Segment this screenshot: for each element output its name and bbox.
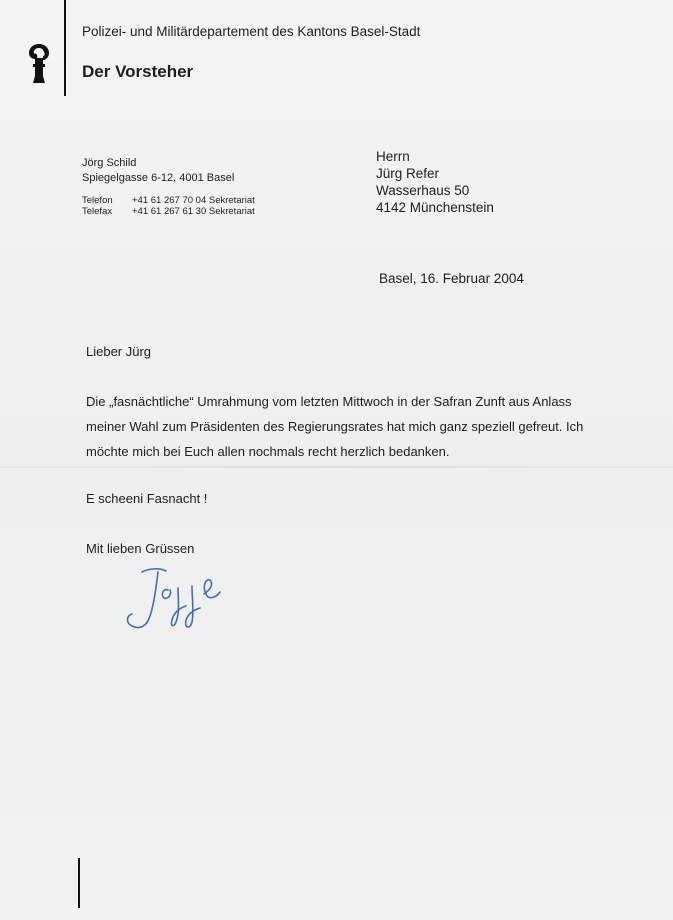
paragraph-line: möchte mich bei Euch allen nochmals recht herzlich bedanken.: [86, 444, 450, 459]
body-paragraph: [86, 389, 583, 464]
phone-number: +41 61 267 70 04 Sekretariat: [132, 195, 255, 206]
header-divider: [64, 0, 66, 96]
fax-row: [82, 206, 255, 217]
sender-name: Jörg Schild: [82, 157, 137, 169]
phone-label: Telefon: [82, 195, 113, 206]
fold-mark: [78, 858, 80, 908]
sender-address: Spiegelgasse 6-12, 4001 Basel: [82, 172, 235, 184]
handwritten-signature: [120, 560, 235, 635]
fax-number: +41 61 267 61 30 Sekretariat: [132, 206, 255, 217]
letter-date: Basel, 16. Februar 2004: [379, 271, 524, 286]
recipient-street: Wasserhaus 50: [376, 183, 470, 198]
fasnacht-wish: E scheeni Fasnacht !: [86, 491, 208, 506]
recipient-address: [376, 148, 494, 216]
greeting: Lieber Jürg: [86, 344, 152, 359]
recipient-name: Jürg Refer: [376, 166, 440, 181]
department-name: Polizei- und Militärdepartement des Kantons Basel-Stadt: [82, 24, 421, 39]
paper-fold-line: [0, 466, 673, 468]
paragraph-line: meiner Wahl zum Präsidenten des Regierungsrates hat mich ganz speziell gefreut. Ich: [86, 419, 584, 434]
paragraph-line: Die „fasnächtliche“ Umrahmung vom letzten Mittwoch in der Safran Zunft aus Anlass: [86, 394, 572, 409]
sender-block: [82, 156, 234, 186]
phone-row: [82, 195, 255, 206]
closing: Mit lieben Grüssen: [86, 541, 195, 556]
contact-block: [82, 195, 255, 217]
letterhead-title: Der Vorsteher: [82, 62, 194, 81]
fax-label: Telefax: [82, 206, 113, 217]
recipient-salutation: Herrn: [376, 149, 410, 164]
basel-crest-logo: [26, 42, 52, 86]
recipient-city: 4142 Münchenstein: [376, 200, 494, 215]
